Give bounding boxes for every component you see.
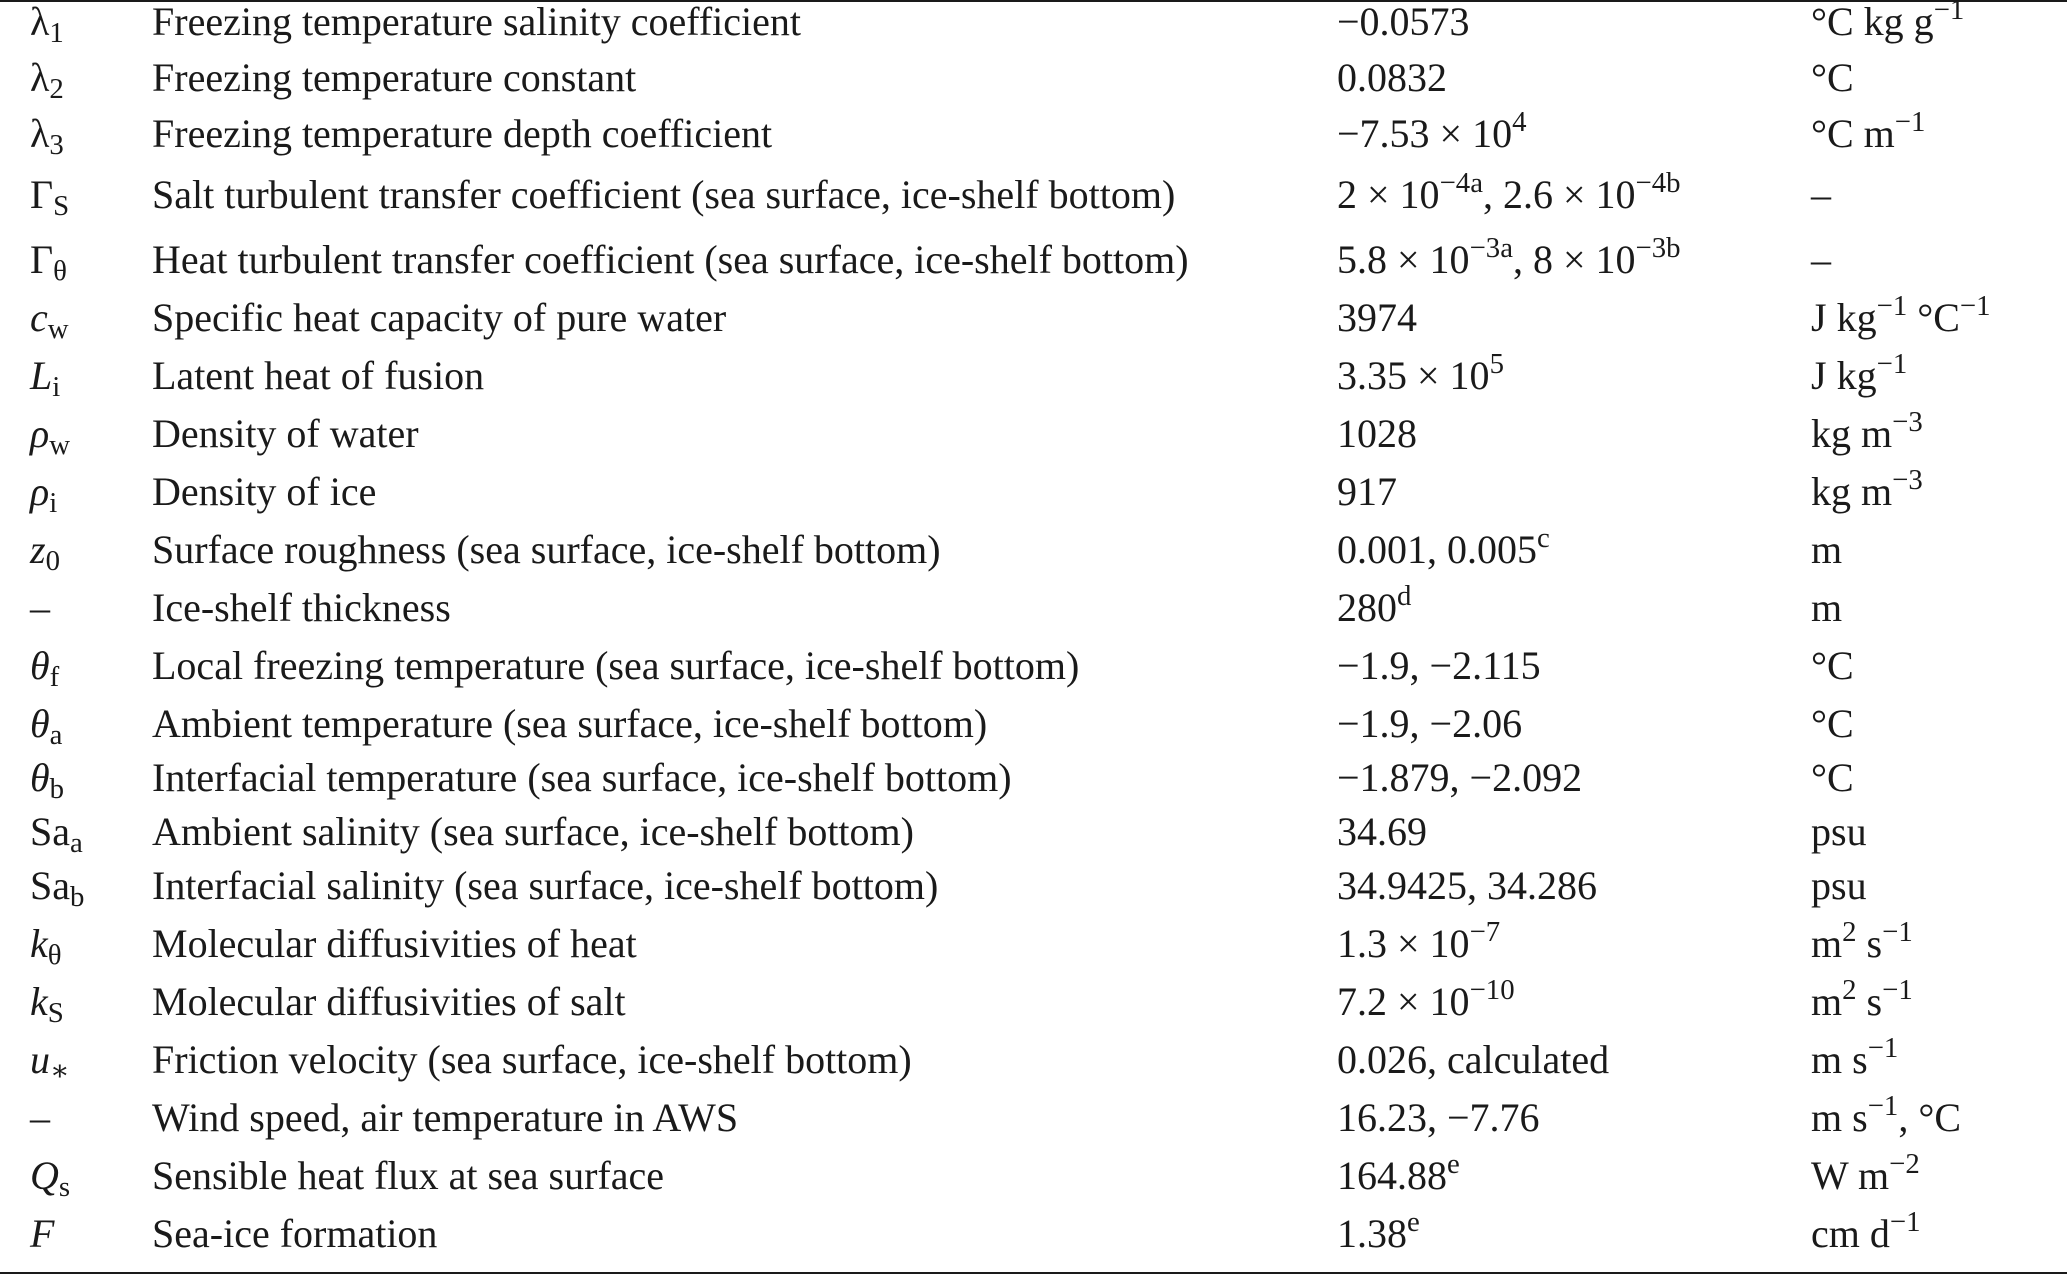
unit-superscript: −1 — [1894, 106, 1926, 139]
unit-cell — [1811, 232, 1831, 288]
unit-superscript: −1 — [1876, 348, 1908, 381]
value-cell — [1337, 916, 1500, 972]
description-cell — [152, 696, 987, 752]
value: −1.879, −2.092 — [1337, 755, 1583, 800]
value: −0.0573 — [1337, 0, 1470, 44]
unit-cell — [1811, 638, 1854, 694]
value-superscript: 5 — [1489, 348, 1504, 381]
value-cell — [1337, 858, 1597, 914]
unit-cell — [1811, 750, 1854, 806]
table-row — [0, 406, 2067, 462]
value: −7.53 × 10 — [1337, 111, 1513, 156]
description-cell — [152, 580, 451, 636]
unit-cell — [1811, 916, 1913, 972]
description: Sea-ice formation — [152, 1211, 438, 1256]
unit-superscript: −1 — [1876, 290, 1908, 323]
value-tail-superscript: −4b — [1635, 167, 1681, 200]
symbol-cell — [30, 916, 62, 972]
description: Local freezing temperature (sea surface, ice-shelf bottom) — [152, 643, 1080, 688]
symbol-subscript: 0 — [45, 545, 60, 578]
unit: m s — [1811, 1095, 1868, 1140]
symbol: z — [30, 527, 46, 572]
value-cell — [1337, 290, 1417, 346]
unit: J kg — [1811, 353, 1877, 398]
symbol: Q — [30, 1153, 59, 1198]
value-cell — [1337, 522, 1550, 578]
value: 34.9425, 34.286 — [1337, 863, 1597, 908]
symbol-subscript: f — [49, 661, 60, 694]
table-row — [0, 1090, 2067, 1146]
symbol: θ — [30, 755, 50, 800]
symbol-cell — [30, 522, 60, 578]
symbol-cell — [30, 1090, 50, 1146]
symbol-cell — [30, 406, 70, 462]
description-cell — [152, 1032, 912, 1088]
symbol-cell — [30, 804, 83, 860]
value-superscript: 4 — [1512, 106, 1527, 139]
unit-tail: s — [1856, 921, 1883, 966]
value: 7.2 × 10 — [1337, 979, 1470, 1024]
value-superscript: −7 — [1469, 916, 1501, 949]
description-cell — [152, 804, 914, 860]
unit-cell — [1811, 50, 1854, 106]
unit-tail: °C — [1907, 295, 1960, 340]
unit-cell — [1811, 696, 1854, 752]
value-cell — [1337, 106, 1527, 162]
symbol-cell — [30, 1148, 70, 1204]
symbol: λ — [30, 111, 50, 156]
value-superscript: c — [1537, 522, 1550, 555]
description: Ambient salinity (sea surface, ice-shelf bottom) — [152, 809, 914, 854]
description-cell — [152, 522, 941, 578]
description: Molecular diffusivities of salt — [152, 979, 626, 1024]
symbol-cell — [30, 1032, 70, 1088]
table-row — [0, 974, 2067, 1030]
description: Ice-shelf thickness — [152, 585, 451, 630]
table-row — [0, 916, 2067, 972]
symbol-cell — [30, 0, 64, 50]
value: 1.38 — [1337, 1211, 1407, 1256]
unit-superscript: −1 — [1933, 0, 1965, 27]
symbol-subscript: 2 — [49, 73, 64, 106]
unit: kg m — [1811, 411, 1893, 456]
symbol: θ — [30, 643, 50, 688]
unit: – — [1811, 172, 1831, 217]
value: 164.88 — [1337, 1153, 1447, 1198]
table-row — [0, 522, 2067, 578]
table-row — [0, 464, 2067, 520]
description: Interfacial salinity (sea surface, ice-shelf bottom) — [152, 863, 939, 908]
table-row — [0, 1032, 2067, 1088]
unit: J kg — [1811, 295, 1877, 340]
symbol: k — [30, 921, 48, 966]
unit: psu — [1811, 863, 1867, 908]
unit: m — [1811, 921, 1843, 966]
symbol: Sa — [30, 863, 70, 908]
symbol-subscript: θ — [47, 939, 62, 972]
value: 16.23, −7.76 — [1337, 1095, 1540, 1140]
value: −1.9, −2.06 — [1337, 701, 1523, 746]
description: Ambient temperature (sea surface, ice-shelf bottom) — [152, 701, 988, 746]
table-row — [0, 232, 2067, 288]
description: Freezing temperature depth coefficient — [152, 111, 773, 156]
symbol-cell — [30, 580, 50, 636]
symbol: c — [30, 295, 48, 340]
table-row — [0, 290, 2067, 346]
symbol-subscript: a — [70, 827, 83, 860]
symbol-subscript: 3 — [49, 129, 64, 162]
symbol: Γ — [30, 172, 54, 217]
unit-cell — [1811, 1148, 1920, 1204]
symbol-subscript: S — [47, 997, 64, 1030]
value: −1.9, −2.115 — [1337, 643, 1541, 688]
value: 0.0832 — [1337, 55, 1447, 100]
symbol: ρ — [30, 411, 50, 456]
symbol: – — [30, 1095, 50, 1140]
unit: °C — [1811, 55, 1854, 100]
unit: °C — [1811, 643, 1854, 688]
description-cell — [152, 858, 938, 914]
description: Friction velocity (sea surface, ice-shelf bottom) — [152, 1037, 912, 1082]
value: 3.35 × 10 — [1337, 353, 1490, 398]
description: Freezing temperature salinity coefficient — [152, 0, 801, 44]
description-cell — [152, 1148, 664, 1204]
table-row — [0, 167, 2067, 223]
value: 0.001, 0.005 — [1337, 527, 1537, 572]
table-row — [0, 106, 2067, 162]
unit-cell — [1811, 1032, 1898, 1088]
table-row — [0, 1148, 2067, 1204]
value-tail: , 8 × 10 — [1512, 237, 1636, 282]
description-cell — [152, 406, 419, 462]
unit-cell — [1811, 167, 1831, 223]
value-cell — [1337, 1148, 1460, 1204]
unit: m s — [1811, 1037, 1868, 1082]
unit: °C — [1811, 701, 1854, 746]
table-row — [0, 858, 2067, 914]
symbol-subscript: 1 — [49, 17, 64, 50]
value-cell — [1337, 580, 1411, 636]
description: Molecular diffusivities of heat — [152, 921, 637, 966]
table-row — [0, 804, 2067, 860]
description-cell — [152, 0, 801, 50]
symbol: u — [30, 1037, 50, 1082]
unit-superscript: 2 — [1842, 916, 1857, 949]
table-row — [0, 750, 2067, 806]
value-cell — [1337, 464, 1397, 520]
value-cell — [1337, 167, 1681, 223]
unit-cell — [1811, 974, 1913, 1030]
symbol-cell — [30, 348, 60, 404]
table-row — [0, 638, 2067, 694]
symbol: k — [30, 979, 48, 1024]
unit-cell — [1811, 106, 1925, 162]
unit-superscript: 2 — [1842, 974, 1857, 1007]
description: Density of water — [152, 411, 419, 456]
symbol-subscript: ∗ — [50, 1055, 70, 1088]
table-row — [0, 348, 2067, 404]
symbol-cell — [30, 167, 69, 223]
unit: psu — [1811, 809, 1867, 854]
symbol-subscript: θ — [53, 255, 67, 288]
symbol: λ — [30, 0, 50, 44]
value: 34.69 — [1337, 809, 1427, 854]
symbol-cell — [30, 464, 57, 520]
symbol-subscript: S — [53, 190, 70, 223]
symbol-subscript: a — [49, 719, 63, 752]
value: 1.3 × 10 — [1337, 921, 1470, 966]
description: Freezing temperature constant — [152, 55, 637, 100]
value: 5.8 × 10 — [1337, 237, 1470, 282]
table-row — [0, 50, 2067, 106]
description: Density of ice — [152, 469, 377, 514]
unit-cell — [1811, 290, 1991, 346]
unit: °C kg g — [1811, 0, 1934, 44]
value: 1028 — [1337, 411, 1417, 456]
unit-cell — [1811, 858, 1867, 914]
unit-superscript: −3 — [1892, 464, 1923, 497]
value-superscript: −10 — [1469, 974, 1515, 1007]
unit: m — [1811, 585, 1843, 630]
description-cell — [152, 1090, 738, 1146]
symbol-subscript: s — [58, 1171, 71, 1204]
description-cell — [152, 167, 1175, 223]
symbol-cell — [30, 696, 62, 752]
symbol-subscript: b — [49, 773, 65, 806]
unit-superscript: −2 — [1889, 1148, 1920, 1181]
description-cell — [152, 916, 637, 972]
unit-superscript: −1 — [1867, 1032, 1899, 1065]
description-cell — [152, 1206, 437, 1262]
unit: – — [1811, 237, 1831, 282]
value-cell — [1337, 974, 1515, 1030]
description: Interfacial temperature (sea surface, ice-shelf bottom) — [152, 755, 1012, 800]
symbol-cell — [30, 858, 84, 914]
value-cell — [1337, 696, 1522, 752]
description: Heat turbulent transfer coefficient (sea surface, ice-shelf bottom) — [152, 237, 1189, 282]
description-cell — [152, 974, 626, 1030]
description: Specific heat capacity of pure water — [152, 295, 727, 340]
description: Latent heat of fusion — [152, 353, 485, 398]
symbol: Γ — [30, 237, 54, 282]
description: Surface roughness (sea surface, ice-shelf bottom) — [152, 527, 941, 572]
symbol: F — [30, 1211, 55, 1256]
description-cell — [152, 290, 726, 346]
symbol: L — [30, 353, 53, 398]
value-cell — [1337, 232, 1681, 288]
symbol: ρ — [30, 469, 50, 514]
unit: m — [1811, 979, 1843, 1024]
description: Salt turbulent transfer coefficient (sea surface, ice-shelf bottom) — [152, 172, 1176, 217]
value-cell — [1337, 638, 1541, 694]
unit-superscript: −1 — [1867, 1090, 1899, 1123]
value: 0.026, calculated — [1337, 1037, 1610, 1082]
symbol: Sa — [30, 809, 70, 854]
unit-cell — [1811, 580, 1842, 636]
value: 280 — [1337, 585, 1397, 630]
symbol-cell — [30, 750, 64, 806]
table-bottom-rule — [0, 1272, 2067, 1274]
table-row — [0, 1206, 2067, 1262]
value-cell — [1337, 804, 1427, 860]
value-superscript: e — [1407, 1206, 1420, 1239]
symbol: – — [30, 585, 50, 630]
description-cell — [152, 232, 1189, 288]
value-cell — [1337, 1206, 1420, 1262]
description-cell — [152, 348, 484, 404]
description-cell — [152, 750, 1012, 806]
symbol-subscript: b — [70, 881, 85, 914]
value-cell — [1337, 50, 1447, 106]
unit-cell — [1811, 1206, 1921, 1262]
unit: °C — [1811, 755, 1854, 800]
table-row — [0, 0, 2067, 50]
unit: kg m — [1811, 469, 1893, 514]
unit-tail: , °C — [1898, 1095, 1962, 1140]
value-superscript: d — [1397, 580, 1412, 613]
description-cell — [152, 638, 1079, 694]
symbol-cell — [30, 638, 59, 694]
unit-cell — [1811, 464, 1923, 520]
symbol: θ — [30, 701, 50, 746]
symbol-subscript: i — [49, 487, 58, 520]
symbol-subscript: w — [47, 313, 69, 346]
value-superscript: e — [1447, 1148, 1460, 1181]
description-cell — [152, 106, 772, 162]
value-cell — [1337, 406, 1417, 462]
value-tail-superscript: −3b — [1635, 232, 1681, 265]
unit-cell — [1811, 1090, 1961, 1146]
value-superscript: −3a — [1469, 232, 1513, 265]
unit-cell — [1811, 522, 1842, 578]
table-row — [0, 580, 2067, 636]
symbol-cell — [30, 232, 67, 288]
description: Sensible heat flux at sea surface — [152, 1153, 665, 1198]
value-cell — [1337, 0, 1470, 50]
value: 917 — [1337, 469, 1397, 514]
symbol: λ — [30, 55, 50, 100]
symbol-cell — [30, 50, 64, 106]
unit: °C m — [1811, 111, 1895, 156]
value-cell — [1337, 1032, 1609, 1088]
value-tail: , 2.6 × 10 — [1482, 172, 1636, 217]
value-cell — [1337, 750, 1582, 806]
unit-tail-superscript: −1 — [1882, 974, 1913, 1007]
table-row — [0, 696, 2067, 752]
value-cell — [1337, 1090, 1540, 1146]
unit-superscript: −3 — [1892, 406, 1923, 439]
unit-tail: s — [1856, 979, 1883, 1024]
unit-cell — [1811, 804, 1867, 860]
unit: m — [1811, 527, 1843, 572]
description-cell — [152, 50, 636, 106]
symbol-cell — [30, 290, 69, 346]
unit-tail-superscript: −1 — [1959, 290, 1991, 323]
unit-cell — [1811, 348, 1907, 404]
symbol-cell — [30, 1206, 54, 1262]
symbol-cell — [30, 974, 64, 1030]
unit: cm d — [1811, 1211, 1890, 1256]
unit-cell — [1811, 406, 1923, 462]
description: Wind speed, air temperature in AWS — [152, 1095, 739, 1140]
unit-cell — [1811, 0, 1964, 50]
value: 3974 — [1337, 295, 1417, 340]
value-superscript: −4a — [1439, 167, 1483, 200]
value-cell — [1337, 348, 1504, 404]
description-cell — [152, 464, 376, 520]
unit-tail-superscript: −1 — [1882, 916, 1913, 949]
symbol-subscript: i — [52, 371, 61, 404]
symbol-subscript: w — [49, 429, 70, 462]
value: 2 × 10 — [1337, 172, 1440, 217]
symbol-cell — [30, 106, 64, 162]
unit-superscript: −1 — [1889, 1206, 1921, 1239]
unit: W m — [1811, 1153, 1890, 1198]
